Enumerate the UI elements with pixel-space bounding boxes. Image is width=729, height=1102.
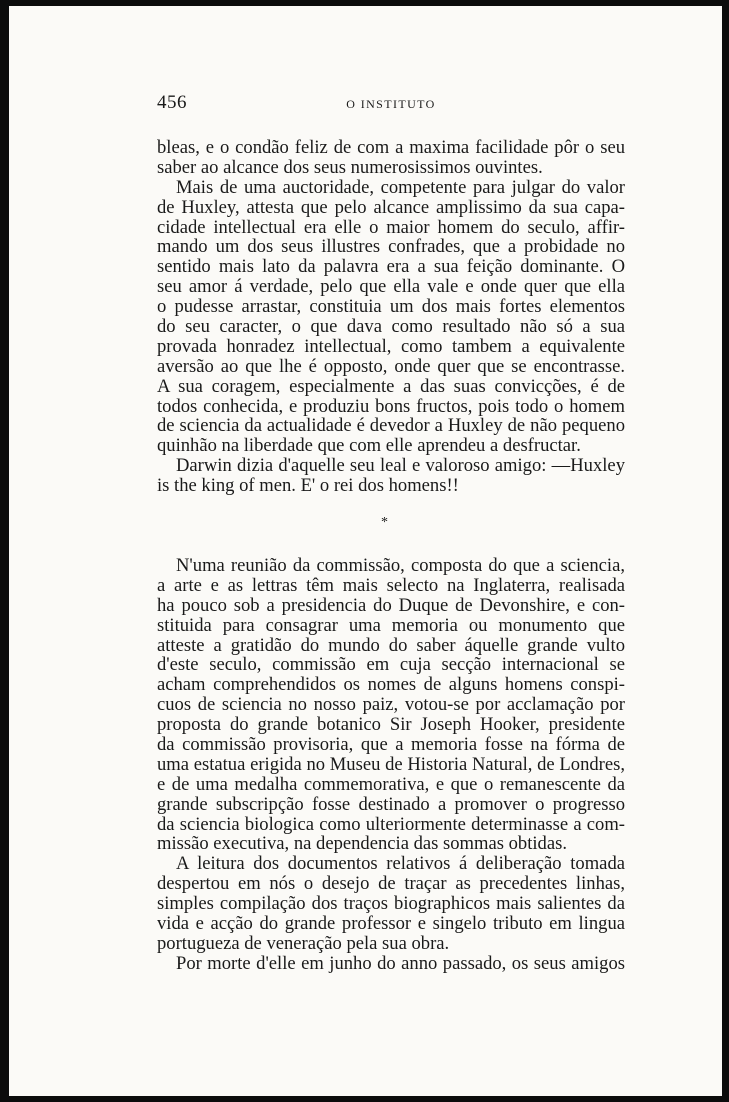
text-line: cuos de sciencia no nosso paiz, votou-se por acclamação por [157, 695, 625, 716]
text-line: e de uma medalha commemorativa, e que o remanescente da [157, 774, 625, 795]
text-line: atteste a gratidão do mundo do saber áquelle grande vulto [157, 635, 625, 656]
text-line: quinhão na liberdade que com elle aprendeu a desfructar. [157, 436, 581, 457]
text-line: stituida para consagrar uma memoria ou monumento que [157, 615, 625, 636]
text-line: aversão ao que lhe é opposto, onde quer que se encontrasse. [157, 356, 625, 377]
text-line: de sciencia da actualidade é devedor a Huxley de não pequeno [157, 416, 625, 437]
text-line: o pudesse arrastar, constituia um dos mais fortes elementos [157, 297, 625, 318]
text-line: todos conhecida, e produziu bons fructos, pois todo o homem [157, 396, 625, 417]
page-number: 456 [157, 92, 187, 113]
text-line: sentido mais lato da palavra era a sua feição dominante. O [157, 257, 625, 278]
text-line: cidade intellectual era elle o maior homem do seculo, affir- [157, 217, 625, 238]
text-line: ha pouco sob a presidencia do Duque de Devonshire, e con- [157, 595, 625, 616]
text-line: Mais de uma auctoridade, competente para julgar do valor [176, 177, 625, 198]
text-line: uma estatua erigida no Museu de Historia Natural, de Londres, [157, 754, 625, 775]
text-line: mando um dos seus illustres confrades, que a probidade no [157, 237, 625, 258]
text-line: bleas, e o condão feliz de com a maxima facilidade pôr o seu [157, 138, 625, 158]
text-block-commission [157, 556, 625, 974]
text-line: provada honradez intellectual, como tambem a equivalente [157, 336, 625, 357]
text-line: is the king of men. E' o rei dos homens!! [157, 476, 459, 497]
text-line: missão executiva, na dependencia das sommas obtidas. [157, 834, 567, 855]
text-line: Por morte d'elle em junho do anno passado, os seus amigos [176, 953, 625, 974]
text-line: d'este seculo, commissão em cuja secção internacional se [157, 655, 625, 676]
text-line: vida e acção do grande professor e singelo tributo em lingua [157, 914, 625, 934]
text-line: acham comprehendidos os nomes de alguns homens conspi- [157, 675, 625, 696]
section-separator: * [381, 515, 388, 530]
text-line: da sciencia biologica como ulteriormente determinasse a com- [157, 814, 625, 835]
page-header [157, 92, 625, 118]
text-line: grande subscripção fosse destinado a promover o progresso [157, 794, 625, 815]
text-line: A leitura dos documentos relativos á deliberação tomada [176, 854, 625, 875]
text-block-huxley-tribute [157, 138, 625, 496]
text-line: A sua coragem, especialmente a das suas convicções, é de [157, 376, 625, 397]
text-line: da commissão provisoria, que a memoria fosse na fórma de [157, 735, 625, 755]
text-line: proposta do grande botanico Sir Joseph Hooker, presidente [157, 715, 625, 736]
text-line: a arte e as lettras têm mais selecto na Inglaterra, realisada [157, 575, 625, 596]
text-line: despertou em nós o desejo de traçar as precedentes linhas, [157, 874, 625, 895]
text-line: portugueza de veneração pela sua obra. [157, 933, 450, 954]
text-line: saber ao alcance dos seus numerosissimos ouvintes. [157, 157, 543, 178]
text-line: simples compilação dos traços biographicos mais salientes da [157, 894, 625, 915]
text-line: seu amor á verdade, pelo que ella vale e onde quer que ella [157, 277, 625, 298]
text-line: N'uma reunião da commissão, composta do que a sciencia, [176, 556, 625, 576]
running-title: O INSTITUTO [346, 97, 436, 111]
text-line: Darwin dizia d'aquelle seu leal e valoroso amigo: —Huxley [176, 456, 625, 477]
text-line: do seu caracter, o que dava como resultado não só a sua [157, 317, 625, 337]
text-line: de Huxley, attesta que pelo alcance amplissimo da sua capa- [157, 197, 625, 218]
